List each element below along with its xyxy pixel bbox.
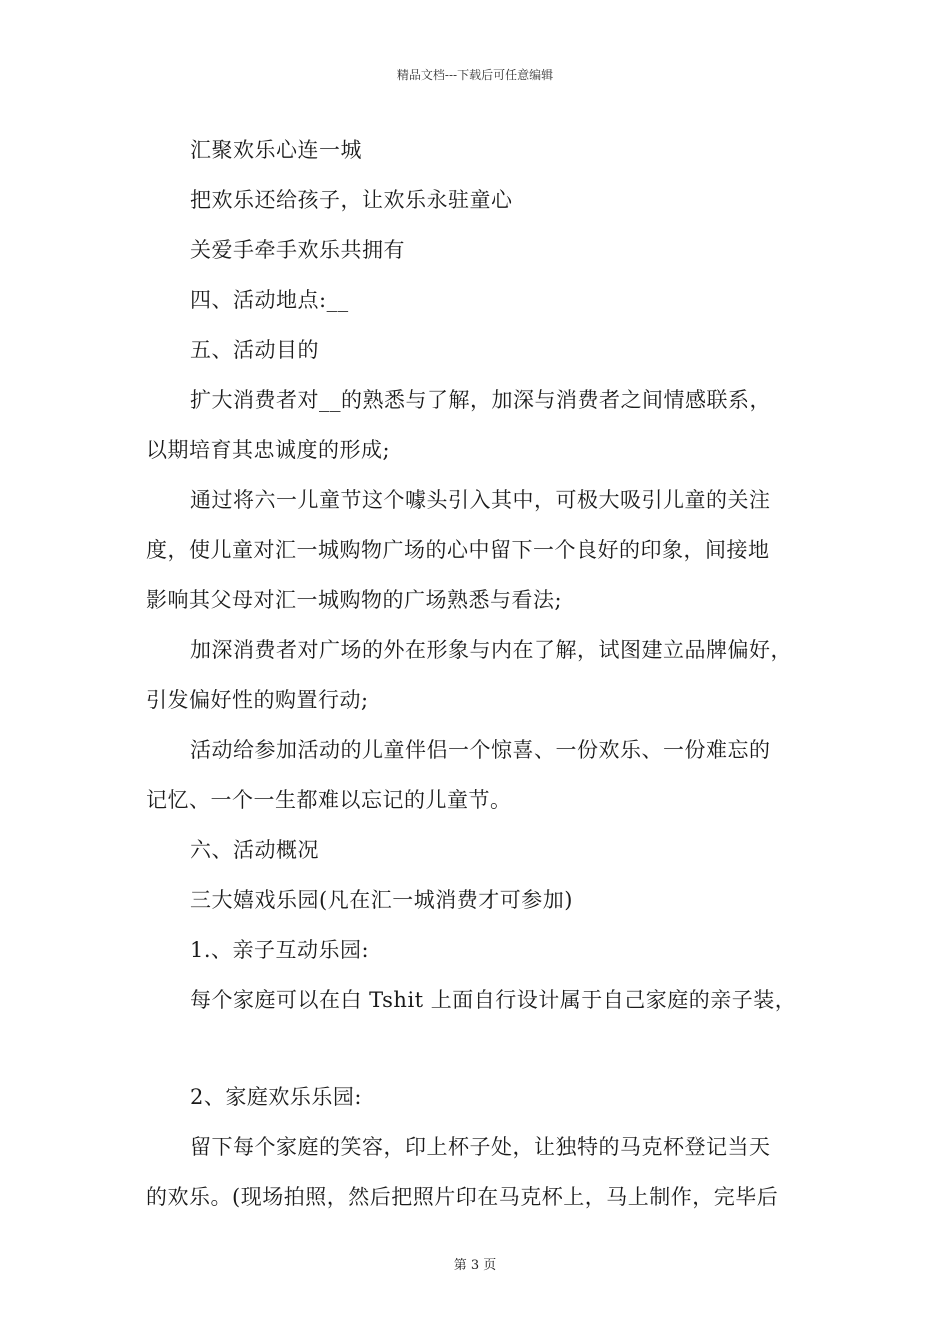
text-line: 的欢乐。(现场拍照，然后把照片印在马克杯上，马上制作，完毕后 (146, 1185, 779, 1209)
text-line: 三大嬉戏乐园(凡在汇一城消费才可参加) (190, 888, 573, 912)
section-heading: 五、活动目的 (190, 338, 319, 362)
page-number: 第 3 页 (453, 1258, 497, 1273)
text-line: 活动给参加活动的儿童伴侣一个惊喜、一份欢乐、一份难忘的 (190, 738, 771, 762)
text-line: 关爱手牵手欢乐共拥有 (190, 238, 405, 262)
text-line: 四、活动地点:__ (190, 288, 349, 312)
text-line: 度，使儿童对汇一城购物广场的心中留下一个良好的印象，间接地 (146, 538, 770, 562)
text-line: 每个家庭可以在白 Tshit 上面自行设计属于自己家庭的亲子装， (190, 988, 797, 1012)
text-line: 引发偏好性的购置行动; (146, 688, 369, 712)
text-line: 1.、亲子互动乐园: (190, 938, 370, 962)
text-line: 记忆、一个一生都难以忘记的儿童节。 (146, 788, 512, 812)
text-line: 把欢乐还给孩子，让欢乐永驻童心 (190, 188, 513, 212)
text-line: 影响其父母对汇一城购物的广场熟悉与看法; (146, 588, 563, 612)
page-header: 精品文档---下载后可任意编辑 (396, 68, 554, 82)
text-line: 通过将六一儿童节这个噱头引入其中，可极大吸引儿童的关注 (190, 488, 771, 512)
text-line: 汇聚欢乐心连一城 (190, 138, 362, 162)
text-line: 2、家庭欢乐乐园: (190, 1085, 362, 1109)
text-line: 以期培育其忠诚度的形成; (146, 438, 391, 462)
text-line: 留下每个家庭的笑容，印上杯子处，让独特的马克杯登记当天 (190, 1135, 771, 1159)
section-heading: 六、活动概况 (190, 838, 319, 862)
text-line: 扩大消费者对__的熟悉与了解，加深与消费者之间情感联系， (190, 388, 771, 412)
text-line: 加深消费者对广场的外在形象与内在了解，试图建立品牌偏好， (190, 638, 792, 662)
